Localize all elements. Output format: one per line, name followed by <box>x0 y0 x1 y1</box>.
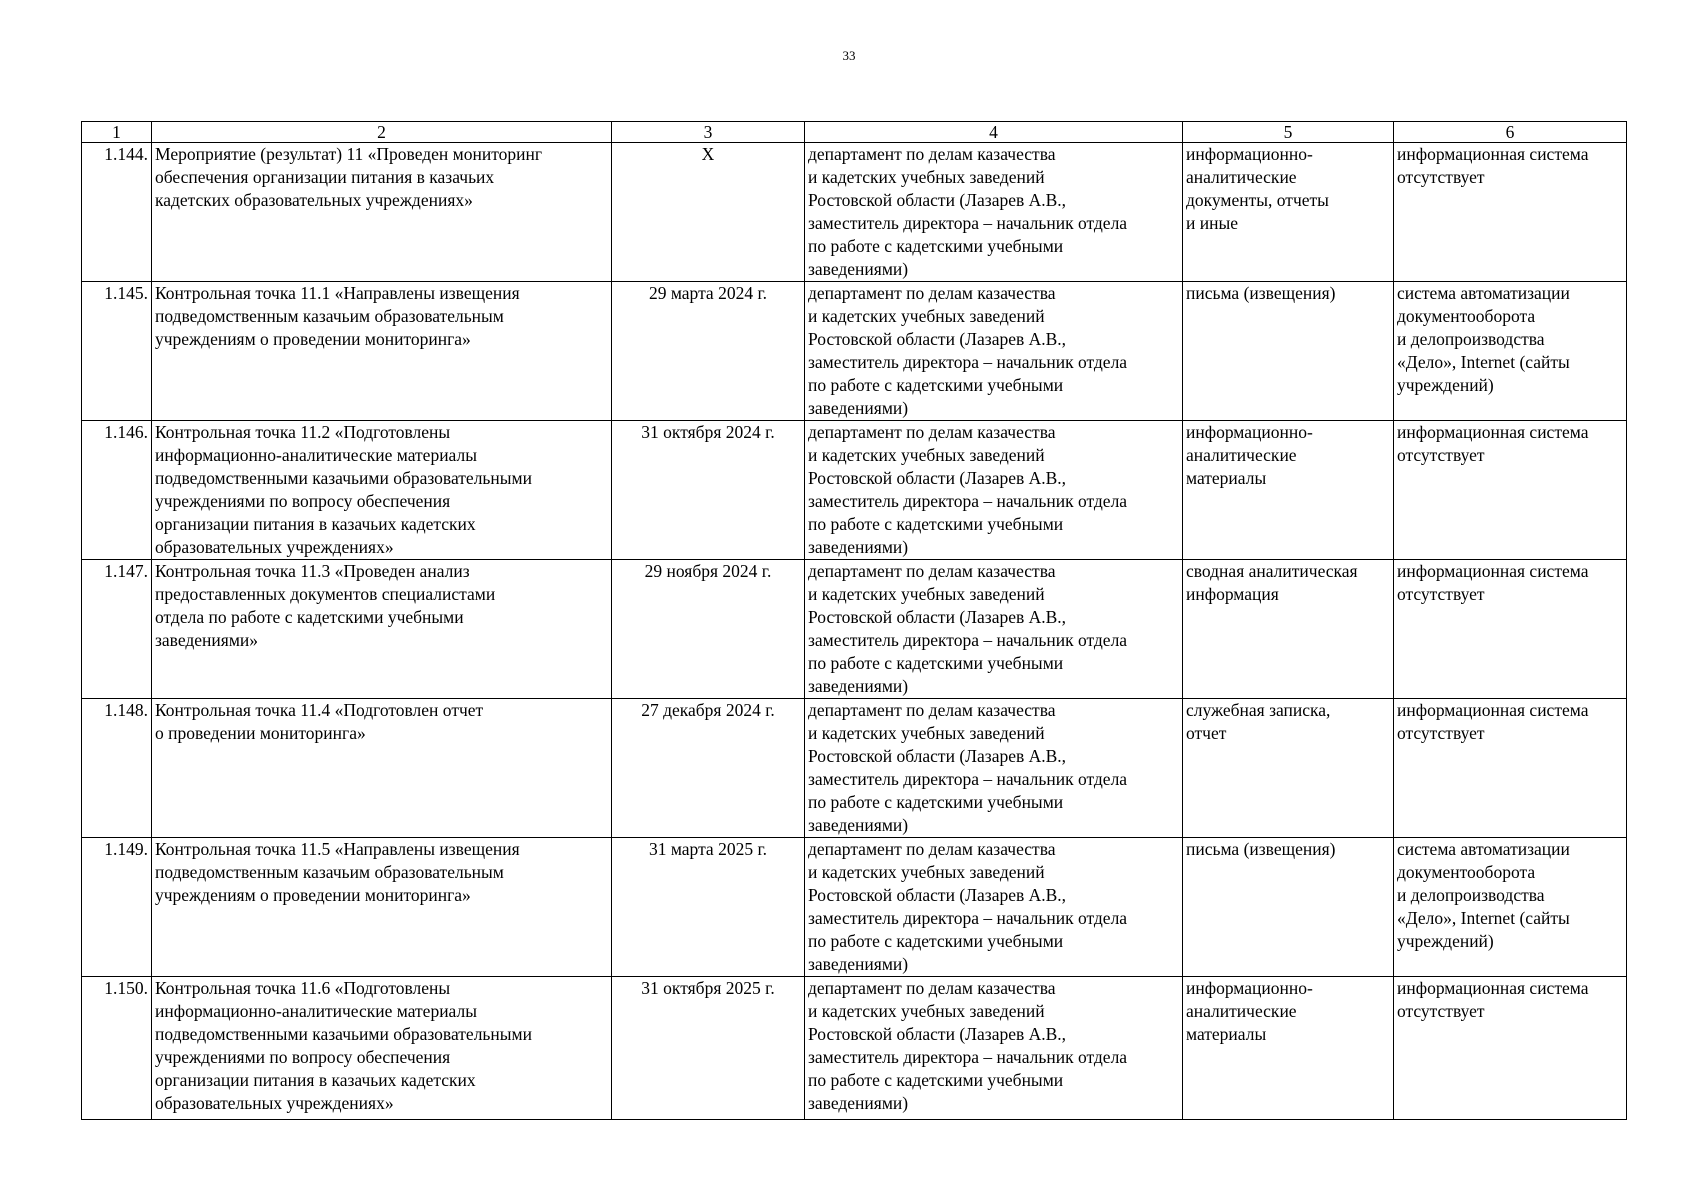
document-type-cell: информационно- аналитические материалы <box>1183 421 1394 560</box>
row-number: 1.150. <box>82 977 152 1120</box>
row-number: 1.149. <box>82 838 152 977</box>
page-number: 33 <box>842 48 856 63</box>
date-cell: 29 ноября 2024 г. <box>612 560 805 699</box>
info-system-cell: информационная система отсутствует <box>1394 699 1627 838</box>
event-cell: Контрольная точка 11.3 «Проведен анализ предоставленных документов специалистами отдела по работе с кадетскими учебными заведениями» <box>152 560 612 699</box>
document-type-cell: служебная записка, отчет <box>1183 699 1394 838</box>
responsible-cell: департамент по делам казачества и кадетских учебных заведений Ростовской области (Лазарев А.В., заместитель директора – начальник отдела по работе с кадетскими учебными заведениями) <box>805 282 1183 421</box>
info-system-cell: информационная система отсутствует <box>1394 977 1627 1120</box>
responsible-cell: департамент по делам казачества и кадетских учебных заведений Ростовской области (Лазарев А.В., заместитель директора – начальник отдела по работе с кадетскими учебными заведениями) <box>805 560 1183 699</box>
info-system-cell: информационная система отсутствует <box>1394 560 1627 699</box>
event-cell: Контрольная точка 11.5 «Направлены извещения подведомственным казачьим образовательным учреждениям о проведении мониторинга» <box>152 838 612 977</box>
column-header: 3 <box>612 122 805 143</box>
column-header: 5 <box>1183 122 1394 143</box>
info-system-cell: информационная система отсутствует <box>1394 143 1627 282</box>
row-number: 1.144. <box>82 143 152 282</box>
plan-table <box>81 121 1627 1120</box>
date-cell: 29 марта 2024 г. <box>612 282 805 421</box>
event-cell: Контрольная точка 11.4 «Подготовлен отчет о проведении мониторинга» <box>152 699 612 838</box>
row-number: 1.148. <box>82 699 152 838</box>
table-row <box>82 421 1627 560</box>
responsible-cell: департамент по делам казачества и кадетских учебных заведений Ростовской области (Лазарев А.В., заместитель директора – начальник отдела по работе с кадетскими учебными заведениями) <box>805 421 1183 560</box>
column-header: 6 <box>1394 122 1627 143</box>
row-number: 1.147. <box>82 560 152 699</box>
document-type-cell: письма (извещения) <box>1183 282 1394 421</box>
document-type-cell: информационно- аналитические материалы <box>1183 977 1394 1120</box>
column-header: 2 <box>152 122 612 143</box>
event-cell: Мероприятие (результат) 11 «Проведен мониторинг обеспечения организации питания в казачьих кадетских образовательных учреждениях» <box>152 143 612 282</box>
table-row <box>82 977 1627 1120</box>
info-system-cell: информационная система отсутствует <box>1394 421 1627 560</box>
date-cell: 31 марта 2025 г. <box>612 838 805 977</box>
table-row <box>82 838 1627 977</box>
date-cell: Х <box>612 143 805 282</box>
responsible-cell: департамент по делам казачества и кадетских учебных заведений Ростовской области (Лазарев А.В., заместитель директора – начальник отдела по работе с кадетскими учебными заведениями) <box>805 838 1183 977</box>
row-number: 1.146. <box>82 421 152 560</box>
document-type-cell: информационно- аналитические документы, отчеты и иные <box>1183 143 1394 282</box>
date-cell: 31 октября 2024 г. <box>612 421 805 560</box>
document-type-cell: сводная аналитическая информация <box>1183 560 1394 699</box>
table-row <box>82 699 1627 838</box>
responsible-cell: департамент по делам казачества и кадетских учебных заведений Ростовской области (Лазарев А.В., заместитель директора – начальник отдела по работе с кадетскими учебными заведениями) <box>805 977 1183 1120</box>
event-cell: Контрольная точка 11.2 «Подготовлены информационно-аналитические материалы подведомственными казачьими образовательными учреждениями по вопросу обеспечения организации питания в казачьих кадетских образовательных учреждениях» <box>152 421 612 560</box>
table-row <box>82 143 1627 282</box>
document-type-cell: письма (извещения) <box>1183 838 1394 977</box>
table-row <box>82 282 1627 421</box>
info-system-cell: система автоматизации документооборота и делопроизводства «Дело», Internet (сайты учреждений) <box>1394 282 1627 421</box>
info-system-cell: система автоматизации документооборота и делопроизводства «Дело», Internet (сайты учреждений) <box>1394 838 1627 977</box>
row-number: 1.145. <box>82 282 152 421</box>
responsible-cell: департамент по делам казачества и кадетских учебных заведений Ростовской области (Лазарев А.В., заместитель директора – начальник отдела по работе с кадетскими учебными заведениями) <box>805 143 1183 282</box>
responsible-cell: департамент по делам казачества и кадетских учебных заведений Ростовской области (Лазарев А.В., заместитель директора – начальник отдела по работе с кадетскими учебными заведениями) <box>805 699 1183 838</box>
date-cell: 31 октября 2025 г. <box>612 977 805 1120</box>
event-cell: Контрольная точка 11.6 «Подготовлены информационно-аналитические материалы подведомственными казачьими образовательными учреждениями по вопросу обеспечения организации питания в казачьих кадетских образовательных учреждениях» <box>152 977 612 1120</box>
column-header: 4 <box>805 122 1183 143</box>
column-number-header-row <box>82 122 1627 143</box>
event-cell: Контрольная точка 11.1 «Направлены извещения подведомственным казачьим образовательным учреждениям о проведении мониторинга» <box>152 282 612 421</box>
column-header: 1 <box>82 122 152 143</box>
date-cell: 27 декабря 2024 г. <box>612 699 805 838</box>
table-row <box>82 560 1627 699</box>
